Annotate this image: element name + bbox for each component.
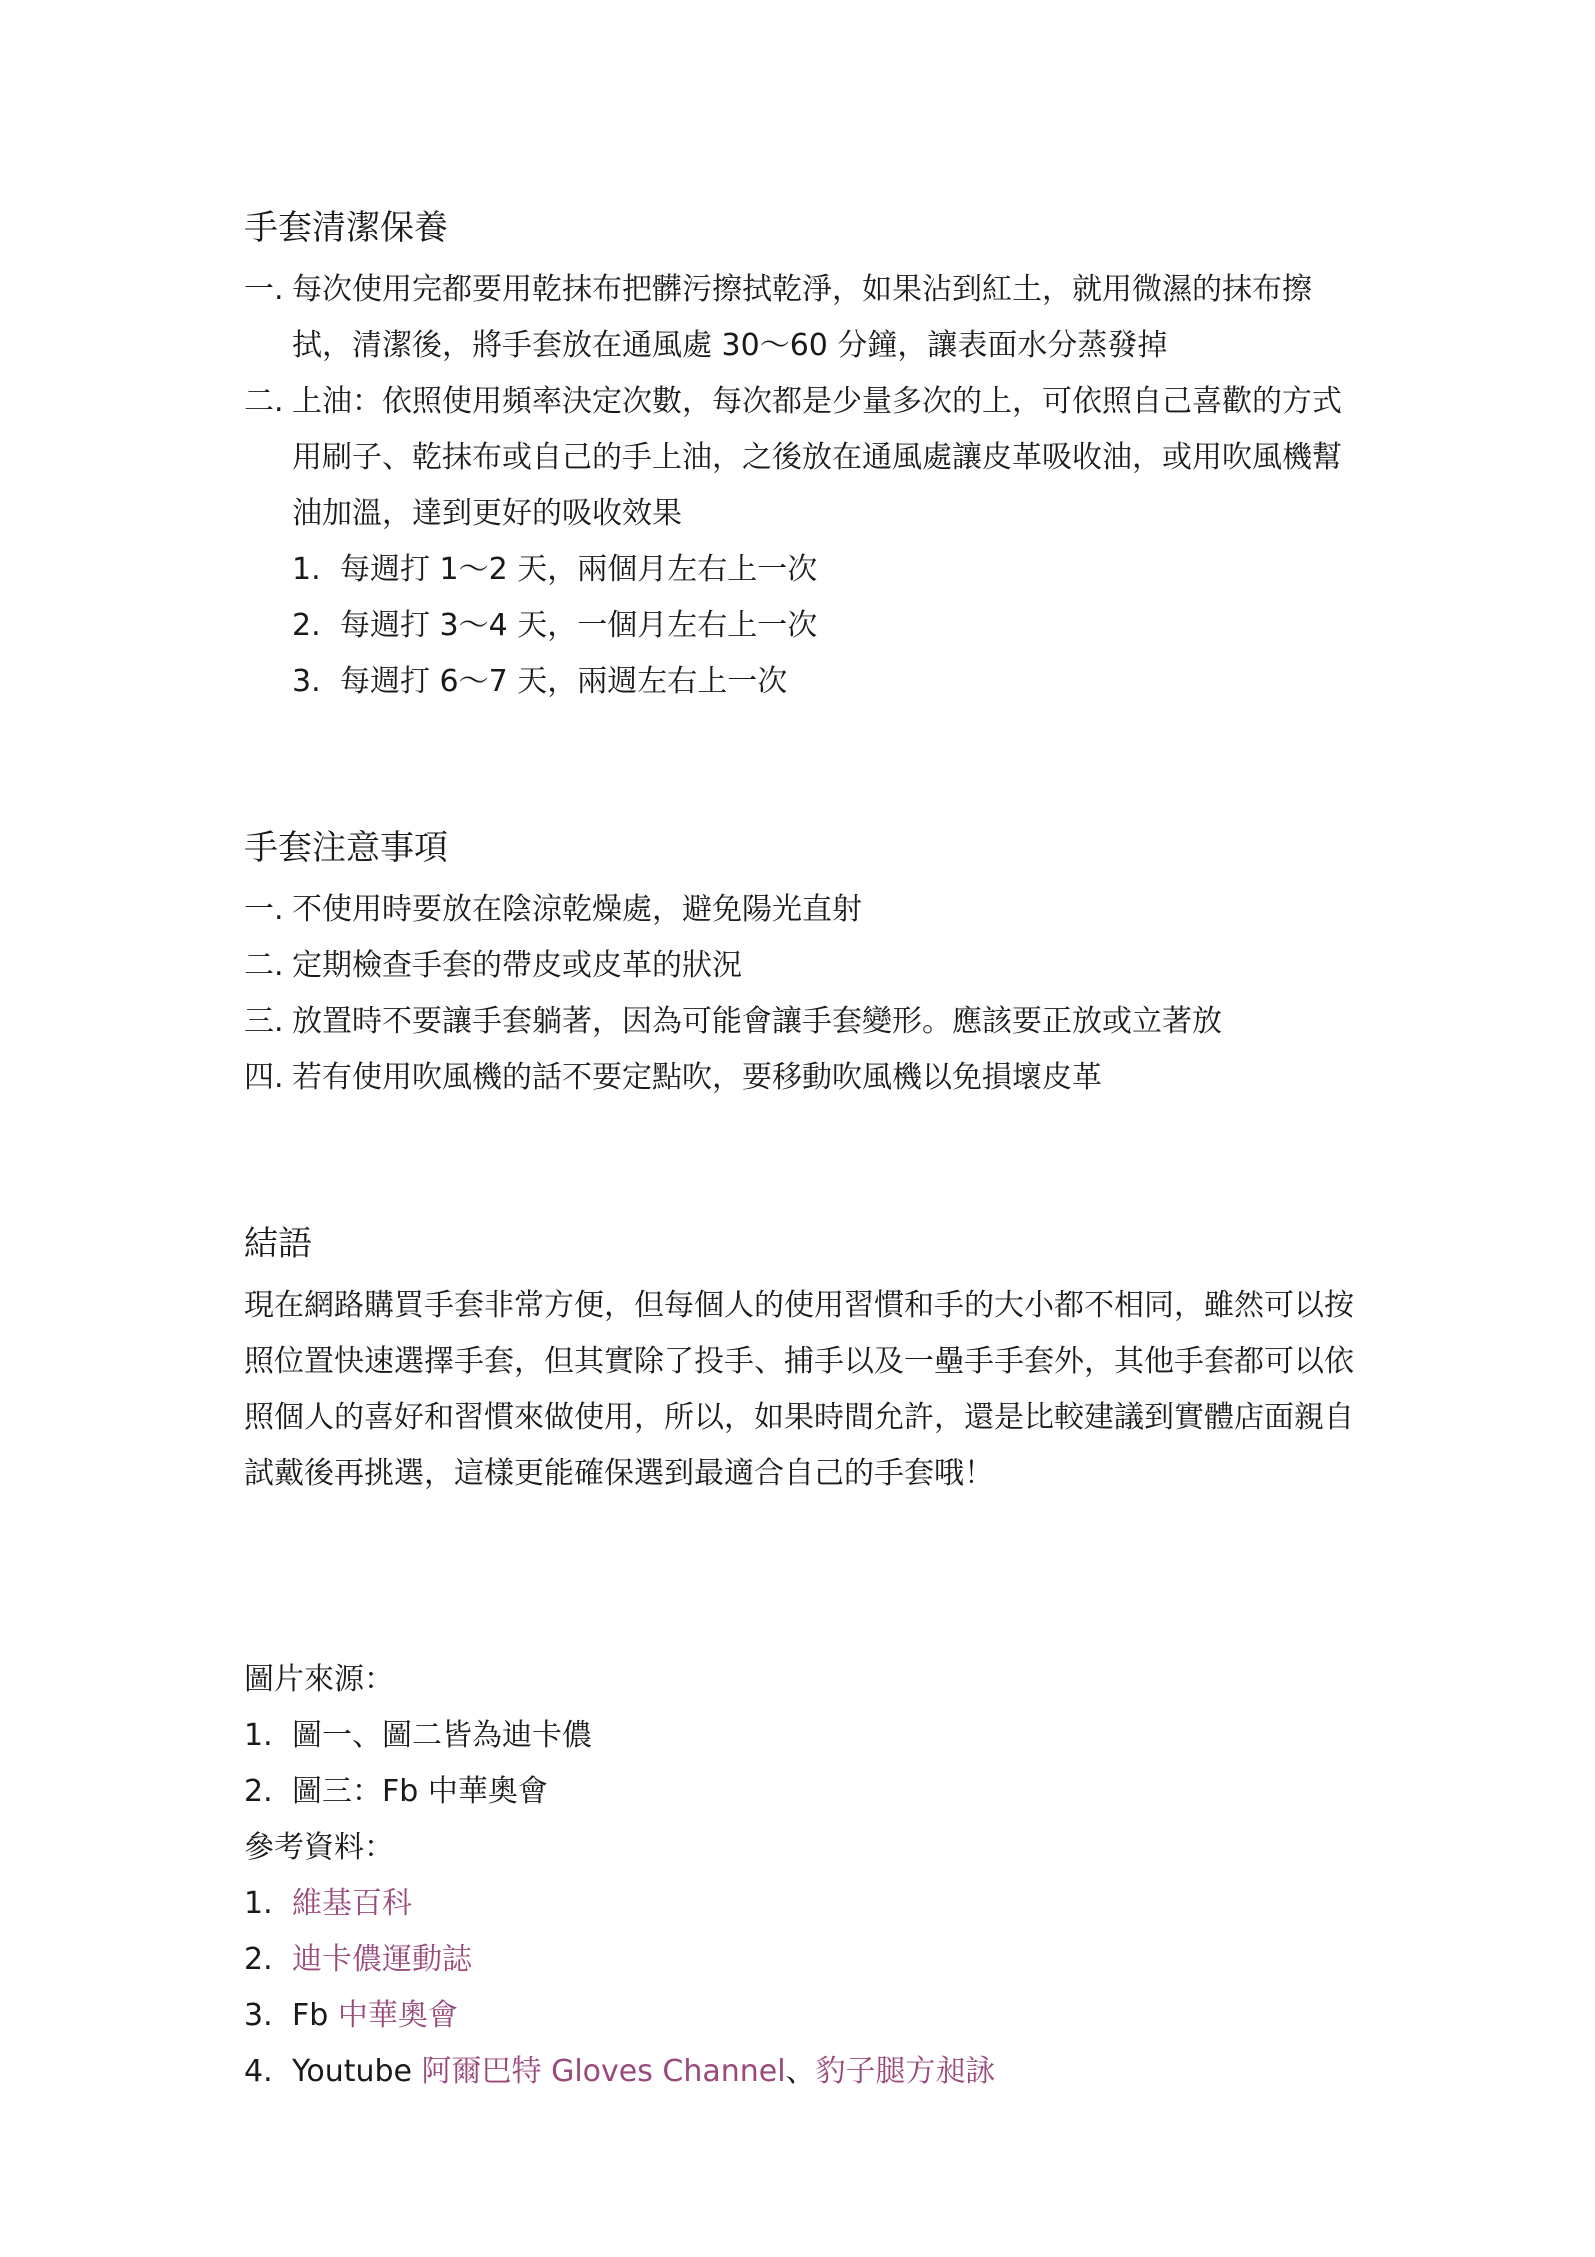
image-source-number: 1. bbox=[244, 1718, 273, 1753]
reference-item bbox=[244, 2044, 1364, 2100]
image-source-item bbox=[244, 1708, 1364, 1764]
care-sub-item bbox=[244, 598, 1364, 654]
notes-item bbox=[244, 882, 1364, 938]
reference-item bbox=[244, 1876, 1364, 1932]
conclusion-heading: 結語 bbox=[244, 1224, 312, 1264]
reference-number: 2. bbox=[244, 1942, 273, 1977]
notes-section bbox=[244, 820, 1364, 1106]
notes-item-mark: 四. bbox=[244, 1060, 284, 1095]
reference-number: 1. bbox=[244, 1886, 273, 1921]
document-content bbox=[244, 200, 1364, 2160]
reference-item bbox=[244, 1988, 1364, 2044]
reference-number: 4. bbox=[244, 2054, 273, 2089]
conclusion-paragraph: 現在網路購買手套非常方便，但每個人的使用習慣和手的大小都不相同，雖然可以按照位置快速選擇手套，但其實除了投手、捕手以及一壘手手套外，其他手套都可以依照個人的喜好和習慣來做使用，所以，如果時間允許，還是比較建議到實體店面親自試戴後再挑選，這樣更能確保選到最適合自己的手套哦！ bbox=[244, 1288, 1354, 1491]
reference-separator: 、 bbox=[785, 2054, 816, 2089]
care-item-mark: 二. bbox=[244, 384, 284, 419]
care-item bbox=[244, 374, 1364, 542]
image-source-text: 圖一、圖二皆為迪卡儂 bbox=[292, 1718, 592, 1753]
image-source-item bbox=[244, 1764, 1364, 1820]
care-sub-item-text: 每週打 1～2 天，兩個月左右上一次 bbox=[340, 552, 818, 587]
reference-link-gloves-channel[interactable]: 阿爾巴特 Gloves Channel bbox=[421, 2054, 786, 2089]
reference-prefix: Fb bbox=[292, 1998, 338, 2033]
care-sub-item-number: 2. bbox=[292, 608, 321, 643]
care-sub-item bbox=[244, 542, 1364, 598]
notes-item-text: 若有使用吹風機的話不要定點吹，要移動吹風機以免損壞皮革 bbox=[292, 1060, 1102, 1095]
care-section bbox=[244, 200, 1364, 710]
notes-item-text: 定期檢查手套的帶皮或皮革的狀況 bbox=[292, 948, 742, 983]
care-sub-item bbox=[244, 654, 1364, 710]
care-sub-item-text: 每週打 6～7 天，兩週左右上一次 bbox=[340, 664, 788, 699]
care-item-text: 每次使用完都要用乾抹布把髒污擦拭乾淨，如果沾到紅土，就用微濕的抹布擦拭，清潔後，將手套放在通風處 30～60 分鐘，讓表面水分蒸發掉 bbox=[292, 272, 1312, 363]
care-item bbox=[244, 262, 1364, 374]
image-source-number: 2. bbox=[244, 1774, 273, 1809]
reference-item bbox=[244, 1932, 1364, 1988]
image-source-text: 圖三：Fb 中華奧會 bbox=[292, 1774, 548, 1809]
reference-number: 3. bbox=[244, 1998, 273, 2033]
notes-item-mark: 二. bbox=[244, 948, 284, 983]
reference-link-fang-chang-yong[interactable]: 豹子腿方昶詠 bbox=[815, 2054, 996, 2089]
care-sub-item-number: 1. bbox=[292, 552, 321, 587]
notes-item-mark: 三. bbox=[244, 1004, 284, 1039]
care-item-mark: 一. bbox=[244, 272, 284, 307]
image-sources-label: 圖片來源： bbox=[244, 1662, 394, 1697]
sources-section bbox=[244, 1652, 1364, 2100]
care-sub-item-text: 每週打 3～4 天，一個月左右上一次 bbox=[340, 608, 818, 643]
notes-item bbox=[244, 994, 1364, 1050]
care-item-text: 上油：依照使用頻率決定次數，每次都是少量多次的上，可依照自己喜歡的方式用刷子、乾抹布或自己的手上油，之後放在通風處讓皮革吸收油，或用吹風機幫油加溫，達到更好的吸收效果 bbox=[292, 384, 1342, 531]
notes-item bbox=[244, 1050, 1364, 1106]
reference-link-wikipedia[interactable]: 維基百科 bbox=[292, 1886, 412, 1921]
notes-item-mark: 一. bbox=[244, 892, 284, 927]
reference-link-olympic-committee[interactable]: 中華奧會 bbox=[337, 1998, 458, 2033]
notes-heading: 手套注意事項 bbox=[244, 828, 448, 868]
reference-link-decathlon[interactable]: 迪卡儂運動誌 bbox=[292, 1942, 472, 1977]
reference-prefix: Youtube bbox=[292, 2054, 422, 2089]
care-sub-item-number: 3. bbox=[292, 664, 321, 699]
notes-item-text: 放置時不要讓手套躺著，因為可能會讓手套變形。應該要正放或立著放 bbox=[292, 1004, 1222, 1039]
conclusion-section bbox=[244, 1216, 1364, 1502]
care-heading: 手套清潔保養 bbox=[244, 208, 448, 248]
notes-item-text: 不使用時要放在陰涼乾燥處，避免陽光直射 bbox=[292, 892, 862, 927]
references-label: 參考資料： bbox=[244, 1830, 394, 1865]
notes-item bbox=[244, 938, 1364, 994]
